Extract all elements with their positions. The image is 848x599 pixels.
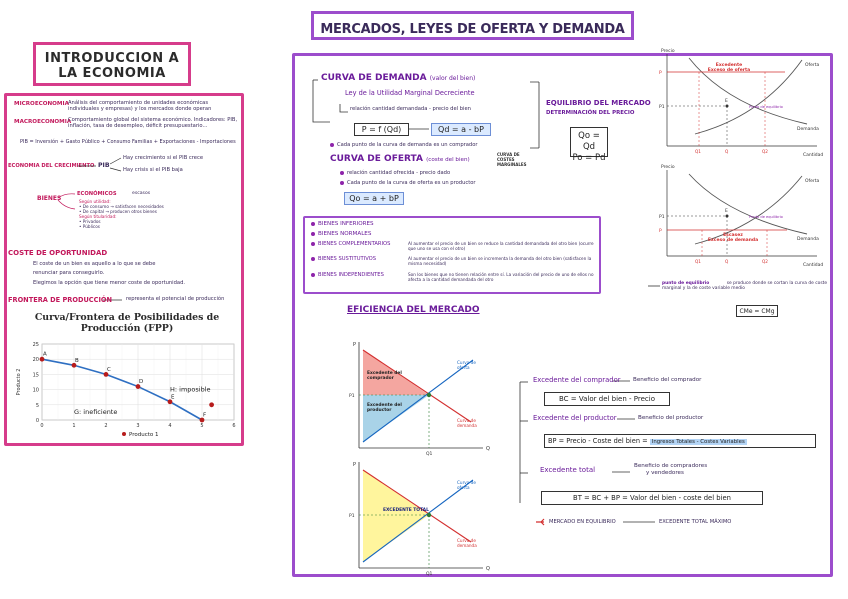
q-eq-label: Q [725,259,729,264]
y-tick-label: 25 [32,342,39,348]
bienes-item-text: Son los bienes que no tienen relación entre sí. La variación del precio de uno de ellos no afecta a la cantidad demandada del otro [408,272,594,282]
supply-label: Curva de [457,480,476,485]
supply-label: Oferta [805,63,820,68]
crecimiento-down: Hay crisis si el PIB baja [123,167,183,173]
frontera-text: representa el potencial de producción [126,296,225,302]
eficiencia-title: EFICIENCIA DEL MERCADO [347,305,480,315]
fpp-label-h: H: imposible [170,385,211,394]
demand-label-2: demanda [457,543,477,548]
bienes-item-label: BIENES SUSTITUTIVOS [318,256,377,262]
bienes-list-item: Según utilidad: [79,199,111,204]
exceso-label: Exceso de demanda [707,238,759,243]
intro-title-line1: INTRODUCCION A [44,51,180,66]
q-label: Q1 [426,572,433,577]
x-axis-label: Q [486,566,490,572]
supply-label: Curva de [457,360,476,365]
demand-label: Demanda [797,237,819,242]
p-low-label: P [659,229,662,234]
y-tick-label: 20 [32,357,39,364]
bienes-label: BIENES [37,195,62,202]
excedente-label: Excedente [715,63,743,68]
exc-comprador-label: Excedente del comprador [533,376,621,384]
bienes-item [311,221,596,231]
y-axis-label: Precio [661,165,675,170]
legend-label: Producto 1 [129,432,159,438]
bienes-item [311,256,596,272]
f-demanda2: Qd = a - bP [438,125,484,134]
q-low-label: Q1 [695,259,701,264]
total-surplus-area [363,470,429,562]
coste-text1: El coste de un bien es aquello a lo que se debe [33,261,156,267]
x-tick-label: 6 [232,423,236,429]
fpp-point-label: F [203,412,207,419]
x-tick-label: 2 [104,423,108,429]
bienes-item-label: BIENES COMPLEMENTARIOS [318,241,391,247]
bienes-item-label: BIENES INFERIORES [318,221,374,227]
bienes-list-item: • Privados [79,219,101,224]
punto-oferta-text: Cada punto de la curva de oferta es un productor [347,180,476,186]
cme-box [736,305,778,317]
bienes-item-text: Al aumentar el precio de un bien se incrementa la demanda del otro bien (satisfacen la misma necesidad) [408,256,592,266]
punto-eq-label: Punto de equilibrio [749,215,783,219]
oferta-title-text: CURVA DE OFERTA [330,154,423,164]
crecimiento-up: Hay crecimiento si el PIB crece [123,155,204,161]
equilibrio-title: EQUILIBRIO DEL MERCADO [546,99,651,107]
bc-formula: BC = Valor del bien - Precio [559,395,655,403]
demanda-title-text: CURVA DE DEMANDA [321,73,427,83]
buyer-label-2: comprador [367,376,394,381]
x-tick-label: 0 [40,423,44,429]
bienes-item-text: Al aumentar el precio de un bien se reduce la cantidad demandada del otro bien (ocurre que uno se usa con el otro) [408,241,594,251]
oferta-title [330,154,470,164]
y-axis-label: P [353,462,357,468]
seller-label: Excedente del [367,403,402,408]
graph-exceso-oferta [655,48,833,160]
punto-eq-block [662,281,830,292]
supply-label-2: oferta [457,365,470,370]
micro-label: MICROECONOMIA [14,101,69,107]
fpp-title-line1: Curva/Frontera de Posibilidades de [34,312,220,323]
p-label: P1 [349,394,355,399]
graph-exceso-demanda [655,160,833,274]
bienes-item-label: BIENES INDEPENDIENTES [318,272,384,278]
intro-title-line2: LA ECONOMIA [58,66,166,81]
p-high-label: P [659,71,662,76]
x-tick-label: 5 [200,423,204,429]
equilibrium-label: E [725,209,728,214]
y-tick-label: 15 [32,372,39,379]
demand-label: Curva de [457,418,476,423]
exceso-label: Exceso de oferta [707,68,751,73]
demand-label-2: demanda [457,423,477,428]
bienes-list-item: • De capital → producen otros bienes [79,209,157,214]
total-label: EXCEDENTE TOTAL [383,508,429,513]
y-tick-label: 10 [32,387,39,394]
q-high-label: Q2 [762,259,768,264]
fpp-point-label: A [43,351,47,358]
bullet [340,181,344,185]
q-label: Q1 [426,452,433,457]
y-axis-label: Producto 2 [16,368,22,396]
f-demanda: P = f (Qd) [361,125,402,134]
macro-text: Comportamiento global del sistema económico. Indicadores: PIB, inflación, tasa de desempleo, déficit presupuestario... [68,117,238,130]
fpp-point-label: B [75,357,79,364]
y-tick-label: 5 [35,402,39,409]
rel-oferta [340,170,530,176]
rel-demanda: relación cantidad demandada - precio del bien [350,106,471,112]
bullet [311,222,315,226]
exc-total-label: Excedente total [540,466,596,474]
f-demanda-box [354,123,409,136]
right-title: MERCADOS, LEYES DE OFERTA Y DEMANDA [320,22,625,37]
demanda-title [321,73,475,83]
punto-eq-label: punto de equilibrio [662,281,710,286]
bienes-items [311,221,596,288]
exc-productor-label: Excedente del productor [533,414,617,422]
coste-title: COSTE DE OPORTUNIDAD [8,249,108,257]
equilibrium-point [427,393,431,397]
bt-box [541,491,763,505]
exc-productor-desc: Beneficio del productor [638,415,704,421]
exc-total-desc [634,463,707,477]
f-demanda2-box [431,123,491,136]
f-oferta-box [344,192,404,205]
y-axis-label: P [353,342,357,348]
demand-label: Demanda [797,127,819,132]
bullet [330,143,334,147]
q-low-label: Q1 [695,149,701,154]
mercado-eq-res: EXCEDENTE TOTAL MÁXIMO [659,519,732,525]
fpp-point-label: D [139,379,144,386]
bienes-list-item: Según titularidad: [79,214,117,219]
fpp-label-g: G: ineficiente [74,407,118,416]
bp-formula-a: BP = Precio - Coste del bien = [548,437,648,445]
demand-curve [689,174,807,234]
escasez-label: Escasez [723,233,743,238]
eq1: Qo = Qd [578,131,600,152]
bienes-list-item: • De consumo → satisfacen necesidades [79,204,164,209]
p-eq-label: P1 [659,105,665,110]
rel-oferta-text: relación cantidad ofrecida - precio dado [347,170,451,176]
bienes-item [311,272,596,288]
bienes-escasos: escasos [132,191,151,196]
bienes-item [311,231,596,241]
punto-oferta [340,180,540,186]
equilibrium-label: E [725,99,728,104]
fpp-point-label: E [171,394,175,401]
p-eq-label: P1 [659,215,665,220]
surplus-graph-2 [343,456,498,577]
p-label: P1 [349,514,355,519]
x-axis-label: Cantidad [803,263,824,268]
ley-text: Ley de la Utilidad Marginal Decreciente [345,89,475,97]
demand-label: Curva de [457,538,476,543]
bullet [311,257,315,261]
seller-label-2: productor [367,408,392,413]
x-tick-label: 1 [72,423,76,429]
fpp-title-line2: Producción (FPP) [80,323,174,334]
bienes-economicos: ECONÓMICOS [77,191,117,197]
x-tick-label: 3 [136,423,140,429]
supply-label: Oferta [805,179,820,184]
bienes-item [311,241,596,256]
q-high-label: Q2 [762,149,768,154]
x-axis-label: Q [486,446,490,452]
bc-box [544,392,670,406]
buyer-label: Excedente del [367,371,402,376]
bienes-list-item: • Públicos [79,224,100,229]
punto-demanda-text: Cada punto de la curva de demanda es un comprador [337,142,478,148]
f-oferta: Qo = a + bP [349,194,399,203]
exc-total-desc2: y vendedores [646,470,684,476]
bullet [311,273,315,277]
eq-box [570,127,608,163]
mercado-eq: MERCADO EN EQUILIBRIO [549,519,616,525]
supply-label-2: oferta [457,485,470,490]
crecimiento-arrow-label: PIB [98,162,110,169]
coste-text2: renunciar para conseguirlo. [33,270,105,276]
exc-comprador-desc: Beneficio del comprador [633,377,702,383]
cme-formula: CMe = CMg [739,308,775,315]
eq2: Po = Pd [572,153,606,163]
oferta-sub: (coste del bien) [426,157,470,163]
punto-eq-label: Punto de equilibrio [749,105,783,109]
bp-formula-b: Ingresos Totales - Costes Variables [651,439,745,445]
equilibrio-sub: DETERMINACIÓN DEL PRECIO [546,110,635,116]
bp-box [544,434,816,448]
punto-demanda [330,142,540,148]
oferta-note: CURVA DE COSTES MARGINALES [497,152,527,167]
fpp-point-label: C [107,366,111,373]
y-tick-label: 0 [35,418,39,424]
y-axis-label: Precio [661,49,675,54]
bullet [340,171,344,175]
supply-curve [695,176,802,244]
demanda-sub: (valor del bien) [429,75,476,82]
bullet [311,232,315,236]
x-tick-label: 4 [168,423,172,429]
surplus-graph-1 [343,336,498,456]
pib-formula: PIB = Inversión + Gasto Público + Consumo Familias + Exportaciones - Importaciones [20,139,236,145]
x-axis-label: Cantidad [803,153,824,158]
crecimiento-label: ECONOMIA DEL CRECIMIENTO [8,163,95,169]
coste-text3: Elegimos la opción que tiene menor coste de oportunidad. [33,280,186,286]
bienes-item-label: BIENES NORMALES [318,231,372,237]
bt-formula: BT = BC + BP = Valor del bien - coste del bien [573,494,731,502]
micro-text: Análisis del comportamiento de unidades económicas individuales y empresas) y los mercados donde operan [68,100,212,113]
bullet [311,242,315,246]
q-eq-label: Q [725,149,729,154]
frontera-title: FRONTERA DE PRODUCCIÓN [8,296,113,304]
equilibrium-point [427,513,431,517]
exc-total-desc1: Beneficio de compradores [634,463,708,469]
punto-eq-text: se produce donde se cortan la curva de coste marginal y la de coste variable medio [662,281,828,292]
macro-label: MACROECONOMIA [14,119,72,125]
